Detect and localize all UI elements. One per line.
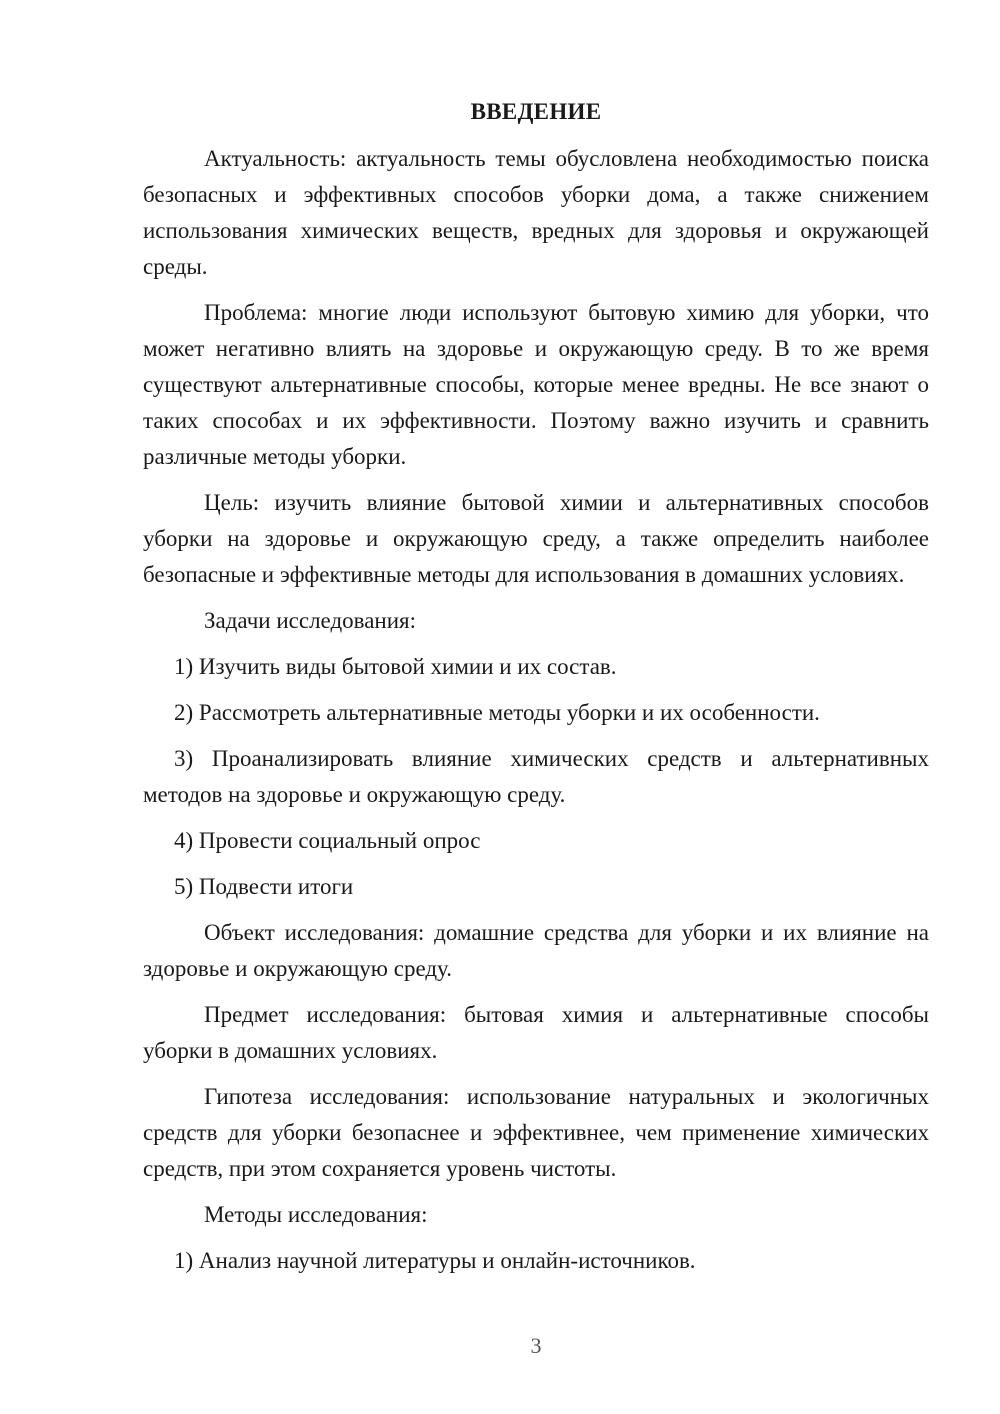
paragraph-object: Объект исследования: домашние средства для уборки и их влияние на здоровье и окружающую среду. <box>143 920 929 981</box>
page-number: 3 <box>530 1333 542 1358</box>
paragraph-problem: Проблема: многие люди используют бытовую химию для уборки, что может негативно влиять на здоровье и окружающую среду. В то же время существуют альтернативные способы, которые менее вредны. Не все знают о таких способах и их эффективности. Поэтому важно изучить и сравнить различные методы уборки. <box>143 300 929 469</box>
task-item: 1) Изучить виды бытовой химии и их состав. <box>174 654 617 679</box>
method-item: 1) Анализ научной литературы и онлайн-источников. <box>174 1248 696 1273</box>
document-body <box>143 141 929 1289</box>
paragraph-subject: Предмет исследования: бытовая химия и альтернативные способы уборки в домашних условиях. <box>143 1002 929 1063</box>
task-item: 5) Подвести итоги <box>174 874 354 899</box>
task-item: 3) Проанализировать влияние химических средств и альтернативных методов на здоровье и окружающую среду. <box>143 746 929 807</box>
task-item: 4) Провести социальный опрос <box>174 828 481 853</box>
methods-heading: Методы исследования: <box>204 1202 428 1227</box>
paragraph-hypothesis: Гипотеза исследования: использование натуральных и экологичных средств для уборки безопаснее и эффективнее, чем применение химических средств, при этом сохраняется уровень чистоты. <box>143 1084 929 1181</box>
paragraph-relevance: Актуальность: актуальность темы обусловлена необходимостью поиска безопасных и эффективных способов уборки дома, а также снижением использования химических веществ, вредных для здоровья и окружающей среды. <box>143 146 929 279</box>
page-title: ВВЕДЕНИЕ <box>470 99 602 124</box>
task-item: 2) Рассмотреть альтернативные методы уборки и их особенности. <box>174 700 820 725</box>
tasks-heading: Задачи исследования: <box>204 608 417 633</box>
paragraph-goal: Цель: изучить влияние бытовой химии и альтернативных способов уборки на здоровье и окружающую среду, а также определить наиболее безопасные и эффективные методы для использования в домашних условиях. <box>143 490 929 587</box>
